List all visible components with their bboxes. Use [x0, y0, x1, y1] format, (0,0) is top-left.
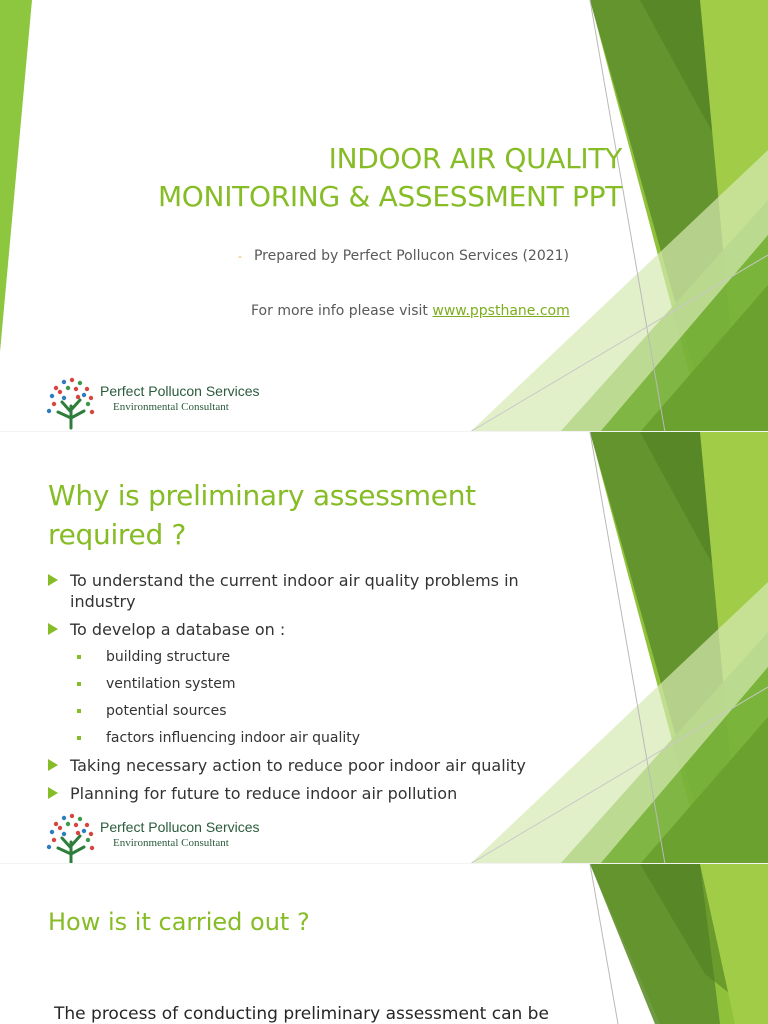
- green-triangle-decoration: [0, 0, 768, 432]
- triangle-bullet-icon: [48, 574, 58, 586]
- slide-title: Why is preliminary assessment required ?: [48, 479, 476, 551]
- sub-list-item: potential sources: [48, 701, 588, 721]
- triangle-bullet-icon: [48, 787, 58, 799]
- square-bullet-icon: [77, 736, 81, 740]
- square-bullet-icon: [77, 655, 81, 659]
- tree-logo-icon: [44, 812, 98, 864]
- body-paragraph: The process of conducting preliminary assessment can be: [54, 1004, 549, 1024]
- company-tagline: Environmental Consultant: [113, 401, 229, 413]
- tree-logo-icon: [44, 376, 98, 430]
- list-item: Planning for future to reduce indoor air pollution: [48, 783, 588, 804]
- sub-list-item: factors influencing indoor air quality: [48, 728, 588, 748]
- info-line: [251, 303, 570, 319]
- list-item: Taking necessary action to reduce poor indoor air quality: [48, 755, 588, 776]
- square-bullet-icon: [77, 682, 81, 686]
- sub-list-item: building structure: [48, 647, 588, 667]
- company-tagline: Environmental Consultant: [113, 837, 229, 849]
- square-bullet-icon: [77, 709, 81, 713]
- company-name: Perfect Pollucon Services: [100, 819, 260, 835]
- list-item: To understand the current indoor air quality problems in industry: [48, 570, 588, 612]
- subtitle: [238, 248, 569, 264]
- triangle-bullet-icon: [48, 623, 58, 635]
- subtitle-dash: -: [238, 250, 242, 263]
- bullet-list: [48, 570, 588, 811]
- green-triangle-decoration: [0, 864, 768, 1024]
- content-slide-how: [0, 864, 768, 1024]
- info-text: For more info please visit: [251, 303, 433, 319]
- sub-list-item: ventilation system: [48, 674, 588, 694]
- list-item: To develop a database on :: [48, 619, 588, 640]
- slide-title: How is it carried out ?: [48, 908, 310, 936]
- title-slide: [0, 0, 768, 432]
- company-name: Perfect Pollucon Services: [100, 383, 260, 399]
- website-link[interactable]: www.ppsthane.com: [432, 303, 570, 319]
- title-line-1: INDOOR AIR QUALITY: [328, 142, 622, 175]
- content-slide-why: [0, 432, 768, 864]
- subtitle-text: Prepared by Perfect Pollucon Services (2021): [253, 248, 570, 264]
- title-line-2: MONITORING & ASSESSMENT PPT: [157, 180, 622, 213]
- presentation-title: [158, 140, 622, 216]
- triangle-bullet-icon: [48, 759, 58, 771]
